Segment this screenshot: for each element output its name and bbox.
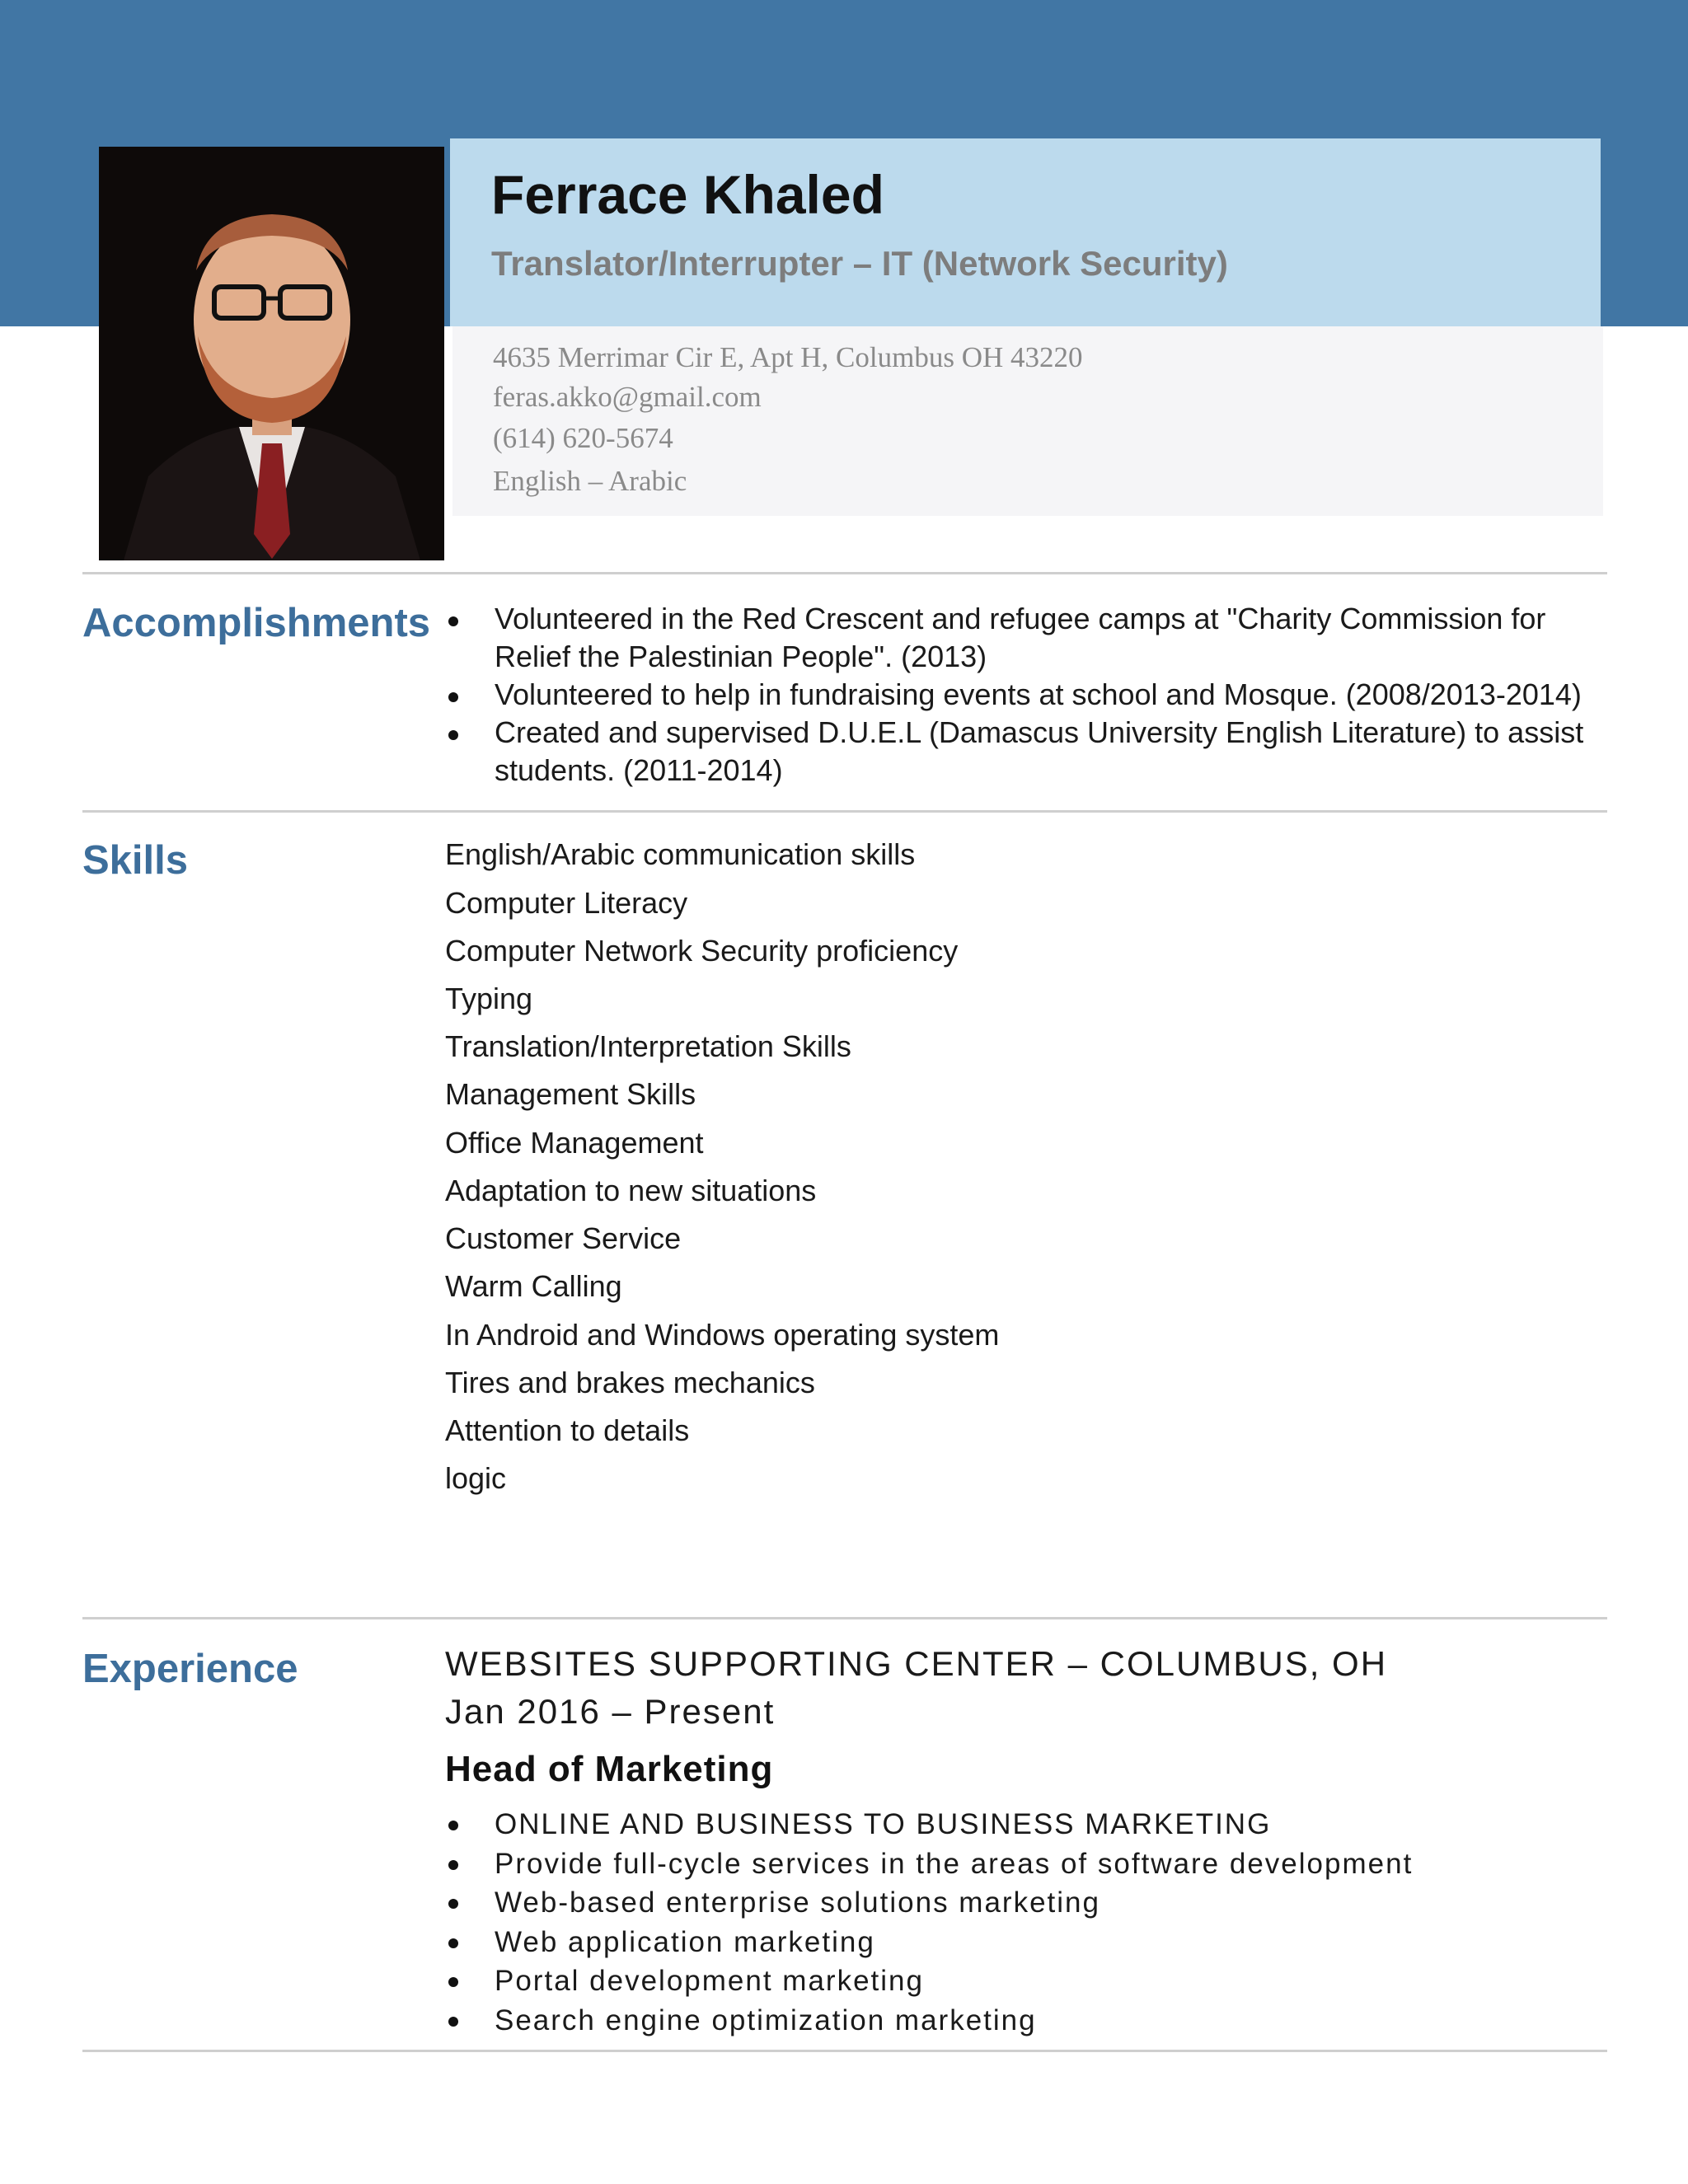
experience-duty-item: Provide full-cycle services in the areas of software development — [445, 1844, 1599, 1884]
skill-item: logic — [445, 1461, 507, 1495]
experience-duty-item: Web application marketing — [445, 1923, 1599, 1962]
accomplishment-item: Volunteered in the Red Crescent and refugee camps at "Charity Commission for Relief the Palestinian People". (2013) — [445, 600, 1599, 676]
skill-item: Customer Service — [445, 1221, 682, 1255]
candidate-title: Translator/Interrupter – IT (Network Security) — [491, 244, 1228, 283]
profile-photo — [99, 147, 444, 560]
experience-duty-item: ONLINE AND BUSINESS TO BUSINESS MARKETING — [445, 1805, 1599, 1844]
skills-heading: Skills — [82, 838, 189, 883]
section-divider — [82, 572, 1607, 574]
experience-duty-item: Portal development marketing — [445, 1961, 1599, 2001]
experience-heading: Experience — [82, 1647, 298, 1691]
skill-item: In Android and Windows operating system — [445, 1318, 1000, 1352]
skill-item: Office Management — [445, 1126, 704, 1160]
skill-item: Typing — [445, 982, 533, 1015]
skill-item: Translation/Interpretation Skills — [445, 1029, 851, 1063]
candidate-name: Ferrace Khaled — [491, 164, 884, 225]
experience-role: Head of Marketing — [445, 1749, 774, 1789]
skill-item: English/Arabic communication skills — [445, 837, 916, 871]
contact-email: feras.akko@gmail.com — [493, 381, 762, 413]
experience-duties-list — [445, 1805, 1599, 2040]
accomplishments-heading: Accomplishments — [82, 601, 431, 645]
section-divider — [82, 1617, 1607, 1619]
contact-phone: (614) 620-5674 — [493, 422, 673, 454]
skill-item: Management Skills — [445, 1077, 696, 1111]
skill-item: Computer Literacy — [445, 886, 688, 920]
section-divider — [82, 810, 1607, 813]
section-divider — [82, 2050, 1607, 2052]
experience-duty-item: Web-based enterprise solutions marketing — [445, 1883, 1599, 1923]
experience-dates: Jan 2016 – Present — [445, 1692, 776, 1731]
skill-item: Warm Calling — [445, 1269, 622, 1303]
accomplishment-item: Volunteered to help in fundraising events at school and Mosque. (2008/2013-2014) — [445, 676, 1599, 714]
contact-info — [452, 326, 1603, 516]
name-header — [450, 138, 1601, 326]
skill-item: Computer Network Security proficiency — [445, 934, 959, 968]
contact-address: 4635 Merrimar Cir E, Apt H, Columbus OH 43220 — [493, 341, 1083, 373]
skill-item: Attention to details — [445, 1413, 690, 1447]
skill-item: Adaptation to new situations — [445, 1174, 817, 1207]
skill-item: Tires and brakes mechanics — [445, 1366, 815, 1399]
experience-company: WEBSITES SUPPORTING CENTER – COLUMBUS, OH — [445, 1644, 1388, 1683]
accomplishment-item: Created and supervised D.U.E.L (Damascus University English Literature) to assist students. (2011-2014) — [445, 714, 1599, 790]
contact-languages: English – Arabic — [493, 465, 687, 497]
accomplishments-list — [445, 600, 1599, 790]
experience-duty-item: Search engine optimization marketing — [445, 2001, 1599, 2041]
